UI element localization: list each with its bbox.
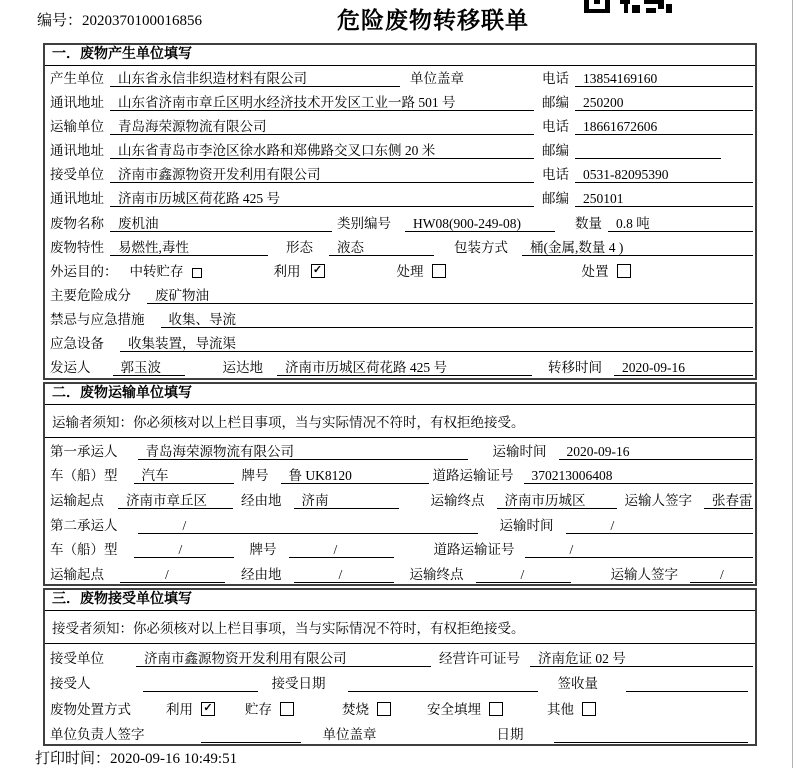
purpose-option-storage: 中转贮存	[129, 263, 184, 279]
row-accept-unit	[45, 644, 755, 670]
sign1-field: 张春雷	[704, 492, 753, 509]
receiver-notice: 接受者须知：你必须核对以上栏目事项，当与实际情况不符时，有权拒绝接受。	[45, 611, 755, 644]
transfer-time-label: 转移时间	[548, 360, 602, 376]
accept-date-field	[348, 675, 538, 692]
zip-label-2: 邮编	[542, 143, 569, 159]
transporter-phone-field: 18661672606	[575, 118, 753, 135]
checkbox-disposal-incinerate	[377, 702, 391, 716]
disposal-option-incinerate: 焚烧	[342, 701, 369, 717]
unit-seal-label-2: 单位盖章	[322, 727, 377, 742]
address-label-2: 通讯地址	[50, 143, 104, 159]
row-equipment	[45, 331, 755, 355]
category-field: HW08(900-249-08)	[405, 215, 555, 232]
traits-field: 易燃性,毒性	[110, 239, 268, 256]
row-waste-name	[45, 210, 755, 234]
origin2-field: /	[120, 566, 225, 583]
row-route2	[45, 561, 755, 586]
via2-label: 经由地	[241, 567, 282, 583]
zip-label-3: 邮编	[542, 191, 569, 207]
print-time-label: 打印时间：	[35, 751, 111, 767]
receiver-field: 济南市鑫源物资开发利用有限公司	[110, 166, 534, 183]
serial-value: 2020370100016856	[82, 13, 203, 29]
vehicle1-field: 汽车	[134, 467, 234, 484]
transporter-zip-field	[575, 142, 721, 159]
row-shipper	[45, 355, 755, 379]
amount-label: 签收量	[557, 676, 598, 691]
plate2-field: /	[289, 541, 394, 558]
origin2-label: 运输起点	[50, 567, 104, 583]
carrier1-label: 第一承运人	[50, 443, 118, 459]
serial-line	[37, 9, 202, 30]
permit1-field: 370213006408	[524, 467, 754, 484]
shipper-label: 发运人	[50, 360, 91, 376]
disposal-option-store: 贮存	[245, 701, 272, 717]
permit2-label: 道路运输证号	[433, 542, 515, 558]
accept-unit-label: 接受单位	[50, 650, 104, 666]
row-disposal-method	[45, 695, 755, 721]
row-producer-address	[45, 90, 755, 114]
section-receiver	[43, 588, 757, 746]
hazard-field: 废矿物油	[147, 287, 753, 304]
accept-date-label: 接受日期	[271, 676, 326, 691]
purpose-label: 外运目的：	[50, 263, 118, 279]
end2-label: 运输终点	[409, 567, 464, 583]
destination-label: 运达地	[222, 360, 263, 376]
row-purpose	[45, 259, 755, 283]
carrier2-label: 第二承运人	[50, 517, 118, 533]
row-transporter-address	[45, 138, 755, 162]
permit2-field: /	[525, 541, 754, 558]
section3-header: 三．废物接受单位填写	[45, 590, 755, 611]
receiver-phone-field: 0531-82095390	[575, 166, 753, 183]
hazard-label: 主要危险成分	[50, 287, 131, 303]
phone-label-3: 电话	[542, 167, 569, 183]
transporter-notice: 运输者须知：你必须核对以上栏目事项，当与实际情况不符时，有权拒绝接受。	[45, 405, 755, 438]
disposal-option-other: 其他	[547, 701, 574, 717]
row-vehicle2	[45, 537, 755, 562]
form-label: 形态	[286, 239, 313, 255]
transfer-time-field: 2020-09-16	[614, 359, 753, 376]
row-route1	[45, 487, 755, 512]
recipient-label: 接受人	[50, 676, 91, 691]
date2-label: 日期	[496, 727, 524, 742]
shipper-field: 郭玉波	[113, 359, 185, 376]
plate1-field: 鲁 UK8120	[281, 467, 429, 484]
row-carrier2	[45, 512, 755, 537]
row-carrier1	[45, 438, 755, 463]
section2-header: 二．废物运输单位填写	[45, 384, 755, 405]
checkbox-disposal-other	[582, 702, 596, 716]
recipient-field	[143, 675, 258, 692]
transporter-field: 青岛海荣源物流有限公司	[110, 118, 534, 135]
row-receiver-address	[45, 186, 755, 210]
row-vehicle1	[45, 463, 755, 488]
section2-rows	[45, 438, 755, 586]
zip-label-1: 邮编	[542, 95, 569, 111]
end1-label: 运输终点	[430, 493, 485, 509]
transport-time1-field: 2020-09-16	[559, 443, 754, 460]
amount-field	[626, 675, 748, 692]
packing-field: 桶(金属,数量 4 )	[522, 239, 753, 256]
producer-zip-field: 250200	[575, 94, 753, 111]
receiver-label: 接受单位	[50, 167, 104, 183]
row-transporter	[45, 114, 755, 138]
purpose-option-dispose: 处置	[581, 263, 609, 279]
checkbox-disposal-store	[280, 702, 294, 716]
permit1-label: 道路运输证号	[432, 468, 514, 484]
page-edge-divider	[792, 0, 793, 768]
plate1-label: 牌号	[241, 468, 269, 484]
destination-field: 济南市历城区荷花路 425 号	[277, 359, 532, 376]
disposal-option-utilize: 利用	[166, 701, 193, 717]
transport-time2-field: /	[566, 517, 754, 534]
row-waste-traits	[45, 235, 755, 259]
quantity-field: 0.8 吨	[608, 215, 753, 232]
row-receiver	[45, 162, 755, 186]
sign2-field: /	[690, 566, 753, 583]
taboo-field: 收集、导流	[161, 311, 754, 328]
taboo-label: 禁忌与应急措施	[50, 311, 145, 327]
waste-name-field: 废机油	[110, 215, 332, 232]
vehicle2-label: 车（船）型	[50, 542, 118, 558]
producer-address-field: 山东省济南市章丘区明水经济技术开发区工业一路 501 号	[110, 94, 534, 111]
producer-field: 山东省永信非织造材料有限公司	[110, 70, 400, 87]
equipment-label: 应急设备	[50, 335, 104, 351]
receiver-zip-field: 250101	[575, 190, 753, 207]
sign1-label: 运输人签字	[624, 493, 692, 509]
phone-label-1: 电话	[542, 71, 569, 87]
transport-time1-label: 运输时间	[492, 443, 547, 459]
print-time-value: 2020-09-16 10:49:51	[110, 751, 238, 767]
via2-field: /	[294, 566, 394, 583]
license-label: 经营许可证号	[439, 650, 520, 666]
page-title: 危险废物转移联单	[337, 8, 529, 34]
section1-rows	[45, 66, 755, 379]
purpose-option-utilize: 利用	[273, 263, 301, 279]
address-label-3: 通讯地址	[50, 191, 104, 207]
receiver-address-field: 济南市历城区荷花路 425 号	[110, 190, 534, 207]
row-recipient	[45, 670, 755, 696]
date2-field	[554, 726, 749, 743]
transporter-address-field: 山东省青岛市李沧区徐水路和郑佛路交叉口东侧 20 米	[110, 142, 534, 159]
section3-rows	[45, 644, 755, 746]
accept-unit-field: 济南市鑫源物资开发利用有限公司	[136, 650, 431, 667]
checkbox-disposal-utilize-checked: ✓	[201, 702, 215, 716]
form-field: 液态	[329, 239, 434, 256]
packing-label: 包装方式	[454, 239, 508, 255]
vehicle2-field: /	[134, 541, 234, 558]
checkbox-utilize-checked: ✓	[311, 264, 325, 278]
origin1-field: 济南市章丘区	[118, 492, 233, 509]
row-taboo	[45, 307, 755, 331]
section-transporter	[43, 382, 757, 586]
disposal-label: 废物处置方式	[50, 701, 131, 717]
purpose-option-treat: 处理	[396, 263, 424, 279]
traits-label: 废物特性	[50, 239, 104, 255]
row-hazard	[45, 283, 755, 307]
disposal-option-landfill: 安全填埋	[427, 701, 481, 717]
waste-name-label: 废物名称	[50, 215, 104, 231]
chief-sign-field	[201, 726, 301, 743]
phone-label-2: 电话	[542, 119, 569, 135]
print-time-line	[35, 747, 237, 768]
row-chief-signature	[45, 721, 755, 747]
quantity-label: 数量	[575, 215, 602, 231]
checkbox-dispose	[617, 264, 631, 278]
serial-label: 编号：	[37, 13, 83, 29]
carrier2-field: /	[138, 517, 478, 534]
end2-field: /	[476, 566, 571, 583]
qr-code-icon	[584, 0, 674, 13]
carrier1-field: 青岛海荣源物流有限公司	[138, 443, 468, 460]
origin1-label: 运输起点	[50, 493, 104, 509]
chief-sign-label: 单位负责人签字	[50, 727, 145, 742]
checkbox-disposal-landfill	[489, 702, 503, 716]
unit-seal-label: 单位盖章	[410, 71, 464, 87]
license-field: 济南危证 02 号	[530, 650, 753, 667]
plate2-label: 牌号	[249, 542, 277, 558]
section1-header: 一．废物产生单位填写	[45, 45, 755, 66]
address-label-1: 通讯地址	[50, 95, 104, 111]
via1-label: 经由地	[241, 493, 282, 509]
producer-label: 产生单位	[50, 71, 104, 87]
transport-time2-label: 运输时间	[499, 517, 554, 533]
end1-field: 济南市历城区	[497, 492, 617, 509]
sign2-label: 运输人签字	[610, 567, 678, 583]
checkbox-treat	[432, 264, 446, 278]
row-producer	[45, 66, 755, 90]
checkbox-storage	[192, 268, 202, 278]
section-producer	[43, 43, 757, 380]
category-label: 类别编号	[337, 215, 391, 231]
equipment-field: 收集装置，导流渠	[120, 335, 753, 352]
via1-field: 济南	[294, 492, 399, 509]
vehicle1-label: 车（船）型	[50, 468, 118, 484]
transporter-label: 运输单位	[50, 119, 104, 135]
producer-phone-field: 13854169160	[575, 70, 753, 87]
